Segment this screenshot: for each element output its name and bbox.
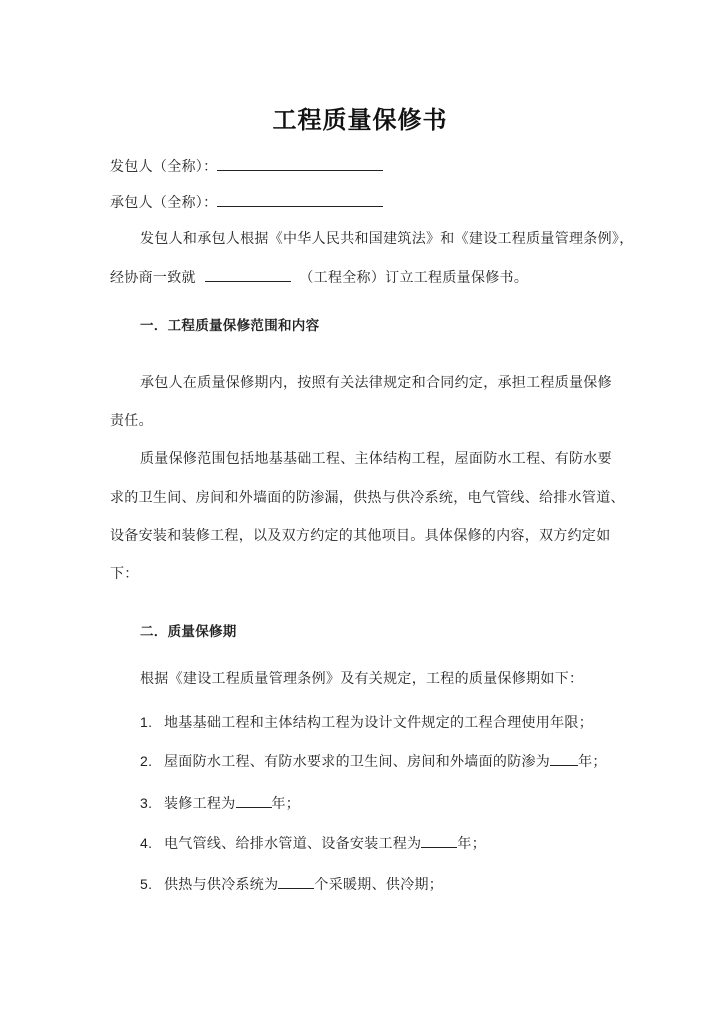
s1-para2-line: 求的卫生间、房间和外墙面的防渗漏，供热与供冷系统，电气管线、给排水管道、	[110, 490, 625, 506]
warranty-item-1	[140, 713, 593, 732]
item-number: 3.	[140, 795, 153, 811]
employer-line	[110, 158, 383, 176]
intro-prefix: 经协商一致就	[110, 270, 196, 286]
intro-line-1: 发包人和承包人根据《中华人民共和国建筑法》和《建设工程质量管理条例》，	[140, 231, 634, 247]
item-text: 屋面防水工程、有防水要求的卫生间、房间和外墙面的防渗为	[164, 754, 551, 770]
periods-blank[interactable]	[278, 876, 314, 889]
item-text: 电气管线、给排水管道、设备安装工程为	[164, 836, 422, 852]
warranty-item-5	[140, 875, 443, 894]
contractor-blank[interactable]	[217, 194, 383, 207]
section1-heading: 一．工程质量保修范围和内容	[140, 318, 320, 334]
warranty-item-4	[140, 834, 486, 853]
intro-line-2	[110, 269, 528, 287]
employer-blank[interactable]	[217, 158, 383, 171]
s1-para1-line: 承包人在质量保修期内，按照有关法律规定和合同约定，承担工程质量保修	[140, 375, 612, 391]
s1-para2-line: 设备安装和装修工程，以及双方约定的其他项目。具体保修的内容，双方约定如	[110, 528, 611, 544]
contractor-line	[110, 194, 383, 212]
item-number: 1.	[140, 714, 153, 730]
item-text: 地基基础工程和主体结构工程为设计文件规定的工程合理使用年限；	[164, 715, 593, 731]
intro-suffix: （工程全称）订立工程质量保修书。	[299, 270, 529, 286]
employer-label: 发包人（全称）：	[110, 159, 218, 175]
item-number: 2.	[140, 753, 153, 769]
project-name-blank[interactable]	[205, 269, 291, 282]
item-suffix: 年；	[578, 754, 607, 770]
contractor-label: 承包人（全称）：	[110, 195, 218, 211]
item-suffix: 年；	[271, 796, 301, 812]
item-number: 5.	[140, 876, 153, 892]
s1-para2-line: 质量保修范围包括地基基础工程、主体结构工程，屋面防水工程、有防水要	[140, 451, 612, 467]
years-blank[interactable]	[421, 835, 457, 848]
document-title: 工程质量保修书	[272, 106, 448, 134]
section2-intro: 根据《建设工程质量管理条例》及有关规定，工程的质量保修期如下：	[140, 671, 584, 687]
warranty-item-2	[140, 752, 607, 771]
item-suffix: 个采暖期、供冷期；	[314, 877, 444, 893]
item-text: 供热与供冷系统为	[164, 877, 279, 893]
item-text: 装修工程为	[164, 796, 236, 812]
s1-para1-line: 责任。	[110, 413, 153, 429]
item-suffix: 年；	[457, 836, 487, 852]
item-number: 4.	[140, 835, 153, 851]
years-blank[interactable]	[550, 753, 578, 766]
s1-para2-line: 下：	[110, 566, 139, 582]
years-blank[interactable]	[236, 795, 272, 808]
warranty-item-3	[140, 794, 300, 813]
section2-heading: 二．质量保修期	[140, 624, 237, 640]
